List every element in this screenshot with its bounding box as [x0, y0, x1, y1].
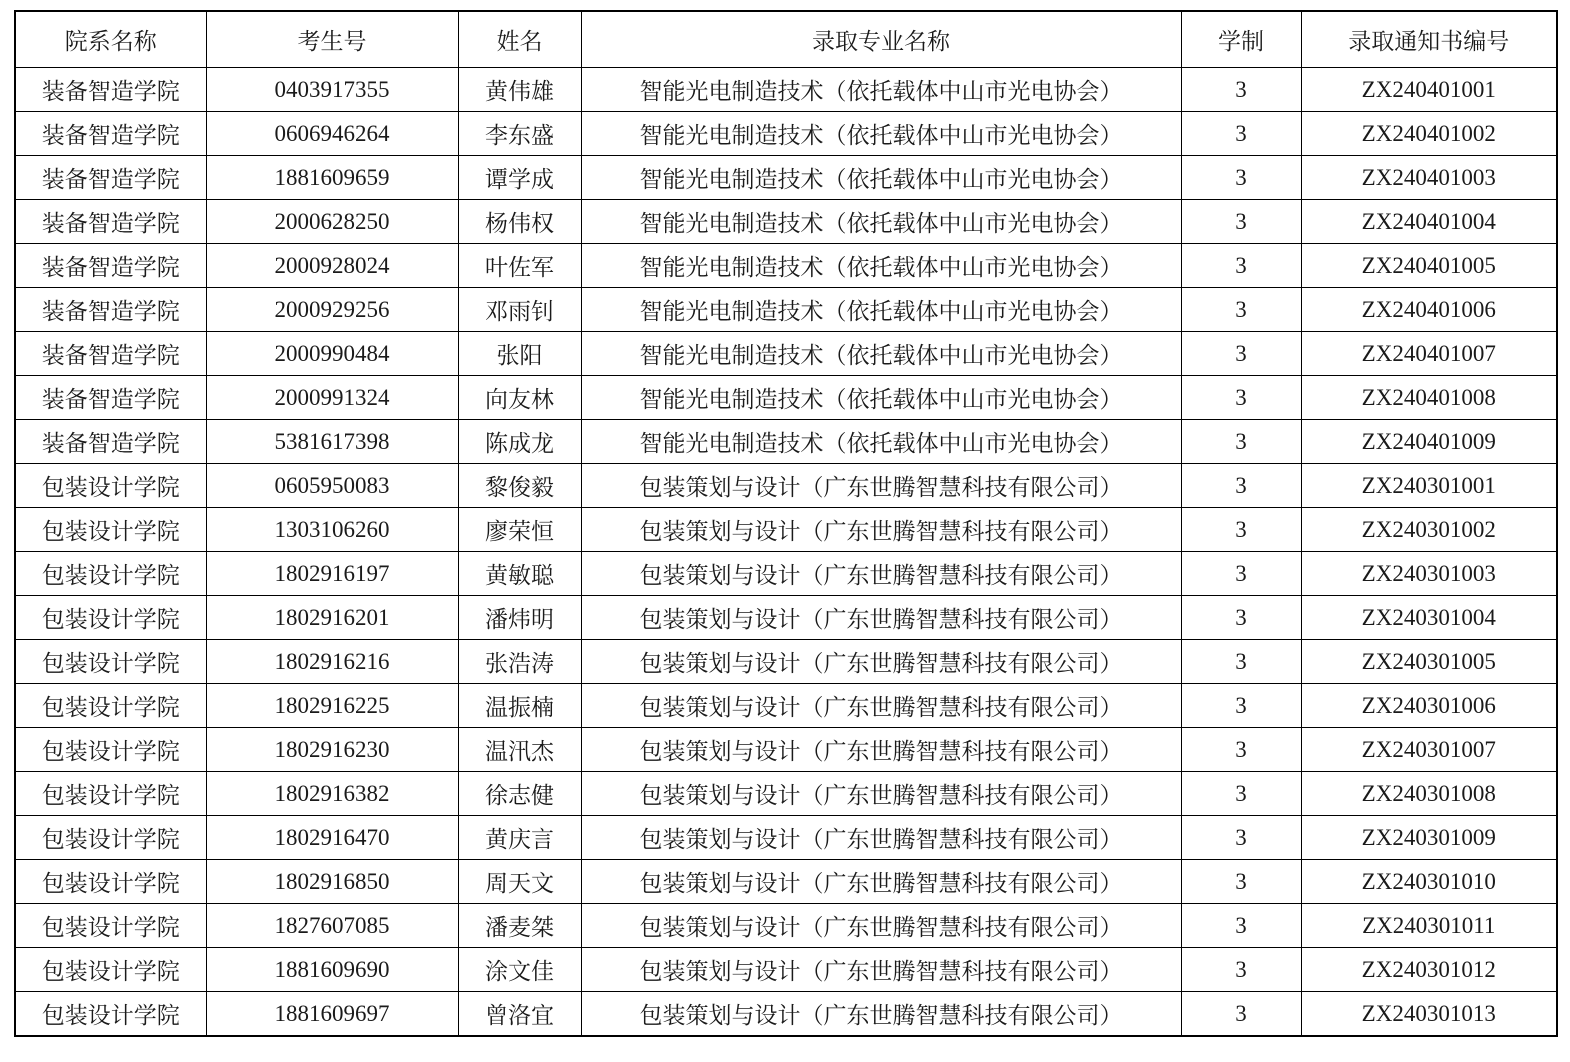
cell-major: 智能光电制造技术（依托载体中山市光电协会）	[581, 332, 1181, 376]
table-body	[15, 68, 1557, 1037]
column-header-name: 姓名	[458, 11, 581, 68]
cell-notice_no: ZX240401008	[1301, 376, 1557, 420]
cell-candidate_no: 0403917355	[206, 68, 458, 112]
cell-notice_no: ZX240401009	[1301, 420, 1557, 464]
cell-duration: 3	[1181, 948, 1301, 992]
cell-major: 包装策划与设计（广东世腾智慧科技有限公司）	[581, 904, 1181, 948]
cell-notice_no: ZX240301012	[1301, 948, 1557, 992]
cell-name: 张浩涛	[458, 640, 581, 684]
cell-candidate_no: 1802916225	[206, 684, 458, 728]
cell-duration: 3	[1181, 464, 1301, 508]
cell-duration: 3	[1181, 376, 1301, 420]
cell-notice_no: ZX240301004	[1301, 596, 1557, 640]
cell-department: 装备智造学院	[15, 112, 206, 156]
table-row	[15, 640, 1557, 684]
table-row	[15, 860, 1557, 904]
cell-notice_no: ZX240401004	[1301, 200, 1557, 244]
cell-department: 装备智造学院	[15, 244, 206, 288]
cell-major: 包装策划与设计（广东世腾智慧科技有限公司）	[581, 992, 1181, 1037]
cell-candidate_no: 2000928024	[206, 244, 458, 288]
cell-candidate_no: 2000929256	[206, 288, 458, 332]
cell-notice_no: ZX240301009	[1301, 816, 1557, 860]
cell-candidate_no: 0606946264	[206, 112, 458, 156]
cell-department: 装备智造学院	[15, 288, 206, 332]
cell-major: 包装策划与设计（广东世腾智慧科技有限公司）	[581, 508, 1181, 552]
cell-duration: 3	[1181, 816, 1301, 860]
cell-candidate_no: 2000991324	[206, 376, 458, 420]
table-row	[15, 684, 1557, 728]
cell-department: 装备智造学院	[15, 156, 206, 200]
cell-candidate_no: 1802916382	[206, 772, 458, 816]
cell-name: 杨伟权	[458, 200, 581, 244]
cell-department: 装备智造学院	[15, 68, 206, 112]
cell-duration: 3	[1181, 420, 1301, 464]
cell-notice_no: ZX240301005	[1301, 640, 1557, 684]
cell-major: 包装策划与设计（广东世腾智慧科技有限公司）	[581, 684, 1181, 728]
table-row	[15, 728, 1557, 772]
cell-notice_no: ZX240301001	[1301, 464, 1557, 508]
cell-name: 温振楠	[458, 684, 581, 728]
table-row	[15, 992, 1557, 1037]
cell-notice_no: ZX240401006	[1301, 288, 1557, 332]
table-row	[15, 68, 1557, 112]
cell-name: 黎俊毅	[458, 464, 581, 508]
cell-candidate_no: 1802916216	[206, 640, 458, 684]
cell-candidate_no: 1802916470	[206, 816, 458, 860]
cell-department: 包装设计学院	[15, 816, 206, 860]
cell-candidate_no: 2000628250	[206, 200, 458, 244]
cell-department: 包装设计学院	[15, 640, 206, 684]
cell-department: 包装设计学院	[15, 684, 206, 728]
cell-name: 徐志健	[458, 772, 581, 816]
cell-notice_no: ZX240301003	[1301, 552, 1557, 596]
cell-candidate_no: 1303106260	[206, 508, 458, 552]
table-row	[15, 904, 1557, 948]
cell-name: 涂文佳	[458, 948, 581, 992]
cell-name: 曾洛宜	[458, 992, 581, 1037]
cell-candidate_no: 1802916230	[206, 728, 458, 772]
cell-candidate_no: 1881609697	[206, 992, 458, 1037]
cell-duration: 3	[1181, 332, 1301, 376]
cell-major: 智能光电制造技术（依托载体中山市光电协会）	[581, 156, 1181, 200]
table-row	[15, 772, 1557, 816]
table-row	[15, 200, 1557, 244]
table-row	[15, 288, 1557, 332]
table-row	[15, 112, 1557, 156]
cell-major: 智能光电制造技术（依托载体中山市光电协会）	[581, 200, 1181, 244]
cell-candidate_no: 0605950083	[206, 464, 458, 508]
cell-duration: 3	[1181, 992, 1301, 1037]
column-header-department: 院系名称	[15, 11, 206, 68]
cell-major: 包装策划与设计（广东世腾智慧科技有限公司）	[581, 552, 1181, 596]
cell-name: 谭学成	[458, 156, 581, 200]
admission-table	[14, 10, 1558, 1037]
cell-candidate_no: 2000990484	[206, 332, 458, 376]
cell-notice_no: ZX240301013	[1301, 992, 1557, 1037]
cell-department: 装备智造学院	[15, 200, 206, 244]
cell-duration: 3	[1181, 508, 1301, 552]
table-row	[15, 464, 1557, 508]
cell-duration: 3	[1181, 640, 1301, 684]
cell-department: 装备智造学院	[15, 332, 206, 376]
cell-duration: 3	[1181, 904, 1301, 948]
cell-duration: 3	[1181, 200, 1301, 244]
cell-candidate_no: 1881609659	[206, 156, 458, 200]
cell-name: 陈成龙	[458, 420, 581, 464]
cell-name: 周天文	[458, 860, 581, 904]
cell-department: 装备智造学院	[15, 420, 206, 464]
cell-name: 叶佐军	[458, 244, 581, 288]
cell-name: 黄伟雄	[458, 68, 581, 112]
cell-duration: 3	[1181, 684, 1301, 728]
cell-major: 智能光电制造技术（依托载体中山市光电协会）	[581, 420, 1181, 464]
cell-major: 智能光电制造技术（依托载体中山市光电协会）	[581, 376, 1181, 420]
table-row	[15, 596, 1557, 640]
cell-department: 包装设计学院	[15, 948, 206, 992]
cell-notice_no: ZX240401007	[1301, 332, 1557, 376]
table-row	[15, 376, 1557, 420]
cell-major: 包装策划与设计（广东世腾智慧科技有限公司）	[581, 772, 1181, 816]
cell-name: 温汛杰	[458, 728, 581, 772]
cell-department: 包装设计学院	[15, 552, 206, 596]
table-row	[15, 244, 1557, 288]
cell-notice_no: ZX240401002	[1301, 112, 1557, 156]
cell-duration: 3	[1181, 156, 1301, 200]
cell-major: 智能光电制造技术（依托载体中山市光电协会）	[581, 112, 1181, 156]
cell-department: 包装设计学院	[15, 904, 206, 948]
cell-major: 包装策划与设计（广东世腾智慧科技有限公司）	[581, 948, 1181, 992]
cell-duration: 3	[1181, 244, 1301, 288]
cell-name: 黄敏聪	[458, 552, 581, 596]
cell-department: 包装设计学院	[15, 860, 206, 904]
column-header-major: 录取专业名称	[581, 11, 1181, 68]
cell-major: 包装策划与设计（广东世腾智慧科技有限公司）	[581, 728, 1181, 772]
cell-name: 廖荣恒	[458, 508, 581, 552]
cell-notice_no: ZX240301010	[1301, 860, 1557, 904]
column-header-duration: 学制	[1181, 11, 1301, 68]
cell-duration: 3	[1181, 112, 1301, 156]
cell-notice_no: ZX240401003	[1301, 156, 1557, 200]
cell-major: 包装策划与设计（广东世腾智慧科技有限公司）	[581, 596, 1181, 640]
table-row	[15, 816, 1557, 860]
cell-duration: 3	[1181, 596, 1301, 640]
cell-notice_no: ZX240301006	[1301, 684, 1557, 728]
cell-major: 智能光电制造技术（依托载体中山市光电协会）	[581, 244, 1181, 288]
cell-major: 智能光电制造技术（依托载体中山市光电协会）	[581, 68, 1181, 112]
cell-notice_no: ZX240301008	[1301, 772, 1557, 816]
cell-department: 包装设计学院	[15, 596, 206, 640]
cell-notice_no: ZX240401001	[1301, 68, 1557, 112]
table-row	[15, 948, 1557, 992]
cell-name: 潘炜明	[458, 596, 581, 640]
cell-major: 包装策划与设计（广东世腾智慧科技有限公司）	[581, 816, 1181, 860]
cell-name: 潘麦桀	[458, 904, 581, 948]
cell-candidate_no: 1802916850	[206, 860, 458, 904]
cell-major: 包装策划与设计（广东世腾智慧科技有限公司）	[581, 860, 1181, 904]
cell-name: 张阳	[458, 332, 581, 376]
cell-department: 包装设计学院	[15, 508, 206, 552]
cell-department: 包装设计学院	[15, 728, 206, 772]
cell-major: 包装策划与设计（广东世腾智慧科技有限公司）	[581, 464, 1181, 508]
table-row	[15, 332, 1557, 376]
cell-candidate_no: 1802916197	[206, 552, 458, 596]
cell-department: 包装设计学院	[15, 992, 206, 1037]
cell-name: 邓雨钊	[458, 288, 581, 332]
cell-notice_no: ZX240301007	[1301, 728, 1557, 772]
cell-duration: 3	[1181, 728, 1301, 772]
cell-duration: 3	[1181, 860, 1301, 904]
cell-duration: 3	[1181, 68, 1301, 112]
cell-candidate_no: 5381617398	[206, 420, 458, 464]
cell-major: 智能光电制造技术（依托载体中山市光电协会）	[581, 288, 1181, 332]
cell-notice_no: ZX240301011	[1301, 904, 1557, 948]
cell-candidate_no: 1881609690	[206, 948, 458, 992]
cell-department: 装备智造学院	[15, 376, 206, 420]
cell-candidate_no: 1802916201	[206, 596, 458, 640]
table-row	[15, 552, 1557, 596]
cell-department: 包装设计学院	[15, 772, 206, 816]
cell-notice_no: ZX240401005	[1301, 244, 1557, 288]
table-row	[15, 508, 1557, 552]
cell-notice_no: ZX240301002	[1301, 508, 1557, 552]
cell-name: 李东盛	[458, 112, 581, 156]
cell-name: 向友林	[458, 376, 581, 420]
cell-major: 包装策划与设计（广东世腾智慧科技有限公司）	[581, 640, 1181, 684]
table-row	[15, 156, 1557, 200]
column-header-candidate_no: 考生号	[206, 11, 458, 68]
cell-department: 包装设计学院	[15, 464, 206, 508]
column-header-notice_no: 录取通知书编号	[1301, 11, 1557, 68]
table-row	[15, 420, 1557, 464]
cell-name: 黄庆言	[458, 816, 581, 860]
cell-duration: 3	[1181, 772, 1301, 816]
cell-duration: 3	[1181, 288, 1301, 332]
cell-candidate_no: 1827607085	[206, 904, 458, 948]
table-header-row	[15, 11, 1557, 68]
cell-duration: 3	[1181, 552, 1301, 596]
